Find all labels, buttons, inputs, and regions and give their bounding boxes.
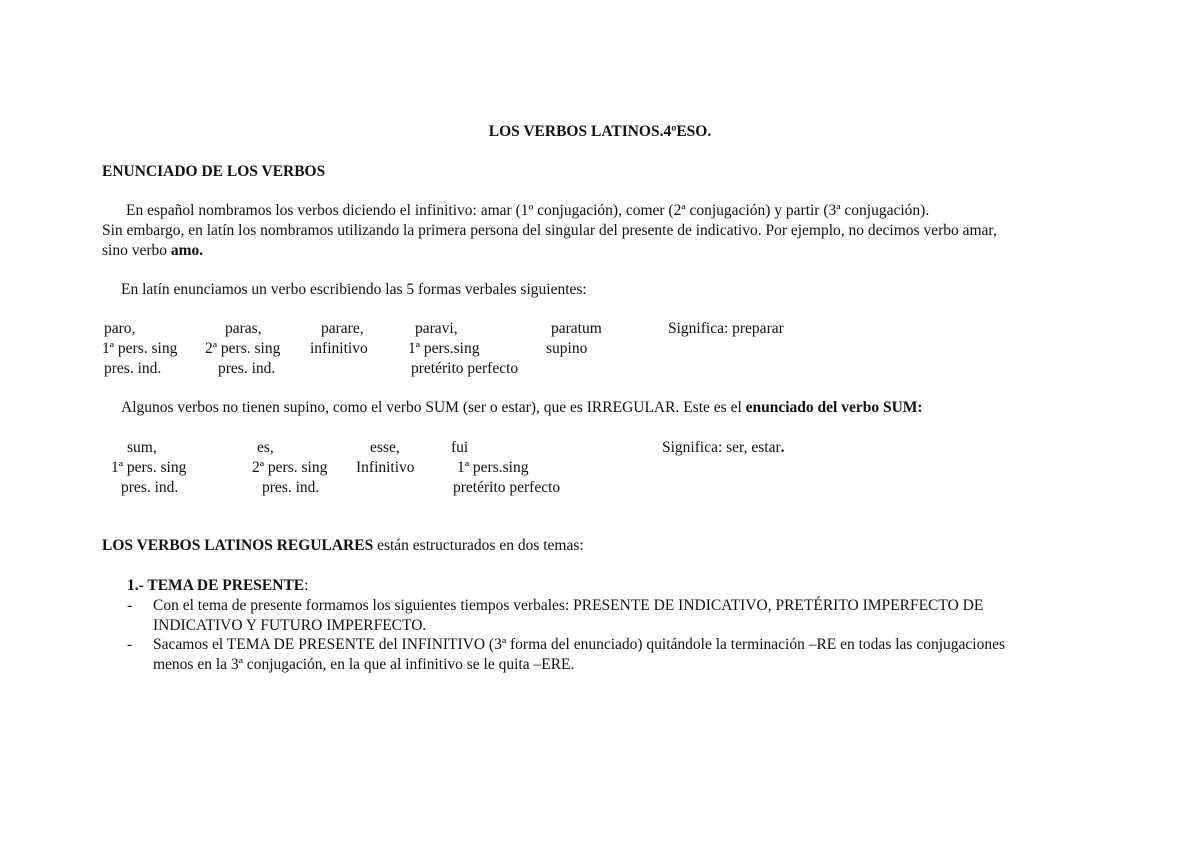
tense-2: pres. ind. [262,479,320,496]
section-heading [127,576,308,596]
bullet-line-2: menos en la 3ª conjugación, en la que al infinitivo se le quita –ERE. [153,656,575,673]
bullet-dash: - [127,636,133,653]
tense-1: pres. ind. [121,479,179,496]
label-2: 2ª pers. sing [205,340,281,357]
meaning-period: . [780,439,785,456]
label-2: 2ª pers. sing [252,459,328,476]
paragraph-4-bold: LOS VERBOS LATINOS REGULARES [102,537,374,554]
paragraph-1-line-1: En español nombramos los verbos diciendo el infinitivo: amar (1º conjugación), comer (2ª conjugación) y partir (3ª conjugación). [126,202,930,219]
meaning: Significa: preparar [668,320,784,337]
paragraph-1-bold: amo. [170,242,204,259]
meaning-text: Significa: ser, estar [662,439,781,456]
paragraph-1-line-2: Sin embargo, en latín los nombramos utilizando la primera persona del singular del presente de indicativo. Por ejemplo, no decimos verbo amar, [102,222,997,239]
bullet-line-1: Sacamos el TEMA DE PRESENTE del INFINITIVO (3ª forma del enunciado) quitándole la terminación –RE en todas las conjugaciones [153,636,1005,653]
form-3: parare, [321,320,364,337]
bullet-line-2: INDICATIVO Y FUTURO IMPERFECTO. [153,617,427,634]
form-5: paratum [551,320,602,337]
paragraph-4-text: están estructurados en dos temas: [373,537,584,554]
label-1: 1ª pers. sing [111,459,187,476]
heading-enunciado: ENUNCIADO DE LOS VERBOS [102,163,326,180]
section-heading-colon: : [304,577,309,594]
paragraph-1-text: sino verbo [102,242,171,259]
paragraph-2: En latín enunciamos un verbo escribiendo las 5 formas verbales siguientes: [121,281,587,298]
label-3: infinitivo [310,340,368,357]
paragraph-4 [102,536,584,556]
label-5: supino [546,340,588,357]
tense-1: pres. ind. [104,360,162,377]
form-2: paras, [225,320,262,337]
bullet-dash: - [127,597,133,614]
form-4: fui [451,439,469,456]
label-1: 1ª pers. sing [102,340,178,357]
paragraph-3-text: Algunos verbos no tienen supino, como el verbo SUM (ser o estar), que es IRREGULAR. Este es el [121,399,746,416]
tense-4: pretérito perfecto [411,360,519,377]
tense-4: pretérito perfecto [453,479,561,496]
page-title: LOS VERBOS LATINOS.4ºESO. [488,123,712,140]
form-1: paro, [104,320,136,337]
tense-2: pres. ind. [218,360,276,377]
form-1: sum, [127,439,157,456]
label-4: 1ª pers.sing [457,459,529,476]
paragraph-3 [121,398,923,418]
form-2: es, [257,439,274,456]
paragraph-1-line-3 [102,241,203,261]
label-3: Infinitivo [356,459,415,476]
form-4: paravi, [415,320,458,337]
paragraph-3-bold: enunciado del verbo SUM: [745,399,923,416]
label-4: 1ª pers.sing [408,340,480,357]
bullet-line-1: Con el tema de presente formamos los siguientes tiempos verbales: PRESENTE DE INDICATIVO, PRETÉRITO IMPERFECTO DE [153,597,984,614]
section-heading-bold: 1.- TEMA DE PRESENTE [127,577,305,594]
form-3: esse, [370,439,400,456]
meaning [662,438,784,458]
